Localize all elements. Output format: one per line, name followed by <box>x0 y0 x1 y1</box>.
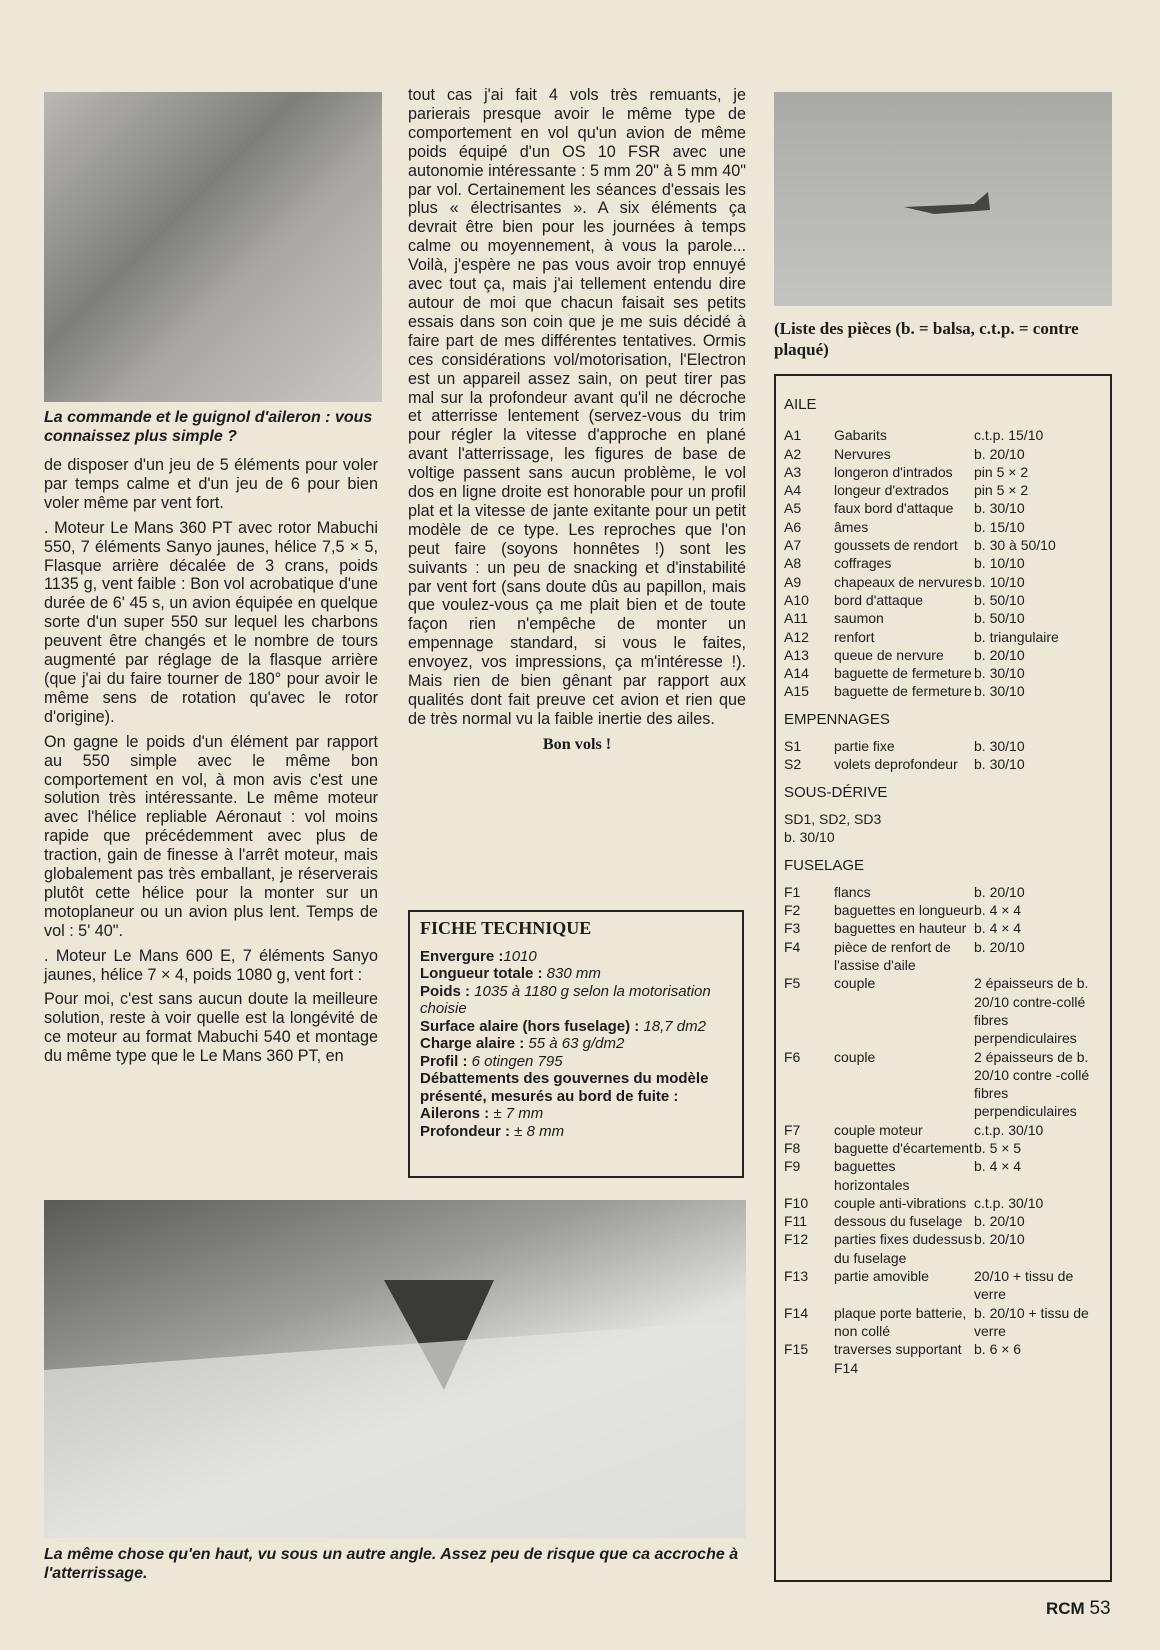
parts-section-heading: AILE <box>784 396 817 413</box>
part-name <box>881 810 1021 828</box>
part-name: couple moteur <box>834 1121 923 1138</box>
fiche-label: Profil : <box>420 1052 468 1070</box>
part-code: b. 30/10 <box>784 829 835 846</box>
part-mat: b. 20/10 <box>974 883 1025 900</box>
photo1-caption: La commande et le guignol d'aileron : vous connaissez plus simple ? <box>44 409 373 445</box>
part-code: F11 <box>784 1213 808 1230</box>
photo3-caption: La même chose qu'en haut, vu sous un autre angle. Assez peu de risque que ca accroche à l'atterrissage. <box>44 1546 739 1582</box>
part-mat: b. 20/10 <box>974 1231 1025 1248</box>
fiche-row <box>420 1035 732 1053</box>
part-mat: c.t.p. 30/10 <box>974 1194 1044 1211</box>
part-code: F9 <box>784 1158 801 1175</box>
parts-row <box>784 518 1102 536</box>
part-name: saumon <box>834 610 884 627</box>
parts-row <box>784 883 1102 901</box>
parts-row <box>784 810 1102 828</box>
part-mat: b. 30/10 <box>974 683 1025 700</box>
part-code: F5 <box>784 975 801 992</box>
parts-row <box>784 554 1102 572</box>
parts-row <box>784 1304 1102 1341</box>
part-code: F4 <box>784 938 801 955</box>
part-code: A8 <box>784 555 802 572</box>
part-name: couple <box>834 975 876 992</box>
part-mat: c.t.p. 30/10 <box>974 1121 1044 1138</box>
magazine-name: RCM <box>1046 1599 1085 1618</box>
fiche-row <box>420 965 732 983</box>
part-name: volets deprofondeur <box>834 756 958 773</box>
fiche-value: ± 7 mm <box>489 1105 544 1122</box>
part-mat: b. 10/10 <box>974 555 1025 572</box>
parts-row <box>784 1230 1102 1267</box>
part-name: baguette d'écartement <box>834 1139 973 1156</box>
part-name: plaque porte batterie, non collé <box>834 1304 967 1339</box>
part-code: F14 <box>784 1304 809 1321</box>
part-name: baguette de fermeture <box>834 683 972 700</box>
fiche-row <box>420 983 732 1018</box>
part-mat: b. 4 × 4 <box>974 902 1022 919</box>
parts-row <box>784 682 1102 700</box>
part-mat: b. 30/10 <box>974 738 1025 755</box>
parts-row <box>784 1194 1102 1212</box>
part-mat: pin 5 × 2 <box>974 482 1029 499</box>
parts-section-heading: SOUS-DÉRIVE <box>784 783 888 801</box>
part-mat: b. 30/10 <box>974 756 1025 773</box>
part-mat: b. 50/10 <box>974 610 1025 627</box>
parts-row <box>784 664 1102 682</box>
fiche-value: 55 à 63 g/dm2 <box>524 1035 625 1052</box>
part-mat: b. 20/10 <box>974 938 1025 955</box>
part-name: couple anti-vibrations <box>834 1194 967 1211</box>
parts-row <box>784 755 1102 773</box>
part-code: A7 <box>784 537 802 554</box>
part-code: SD1, SD2, SD3 <box>784 810 882 827</box>
part-code: F12 <box>784 1231 809 1248</box>
fiche-label: Surface alaire (hors fuselage) : <box>420 1017 640 1035</box>
fiche-row <box>420 1105 732 1123</box>
part-name: flancs <box>834 883 871 900</box>
parts-row <box>784 1212 1102 1230</box>
paragraph: Pour moi, c'est sans aucun doute la meilleure solution, reste à voir quelle est la longévité de ce moteur au format Mabuchi 540 et montage du même type que le Le Mans 360 PT, en <box>44 990 378 1066</box>
parts-list-caption: (Liste des pièces (b. = balsa, c.t.p. = contre plaqué) <box>774 319 1079 359</box>
part-code: F3 <box>784 920 801 937</box>
parts-section-heading: FUSELAGE <box>784 856 865 874</box>
part-mat: b. 20/10 <box>974 1213 1025 1230</box>
part-name: parties fixes dudessus du fuselage <box>834 1231 973 1266</box>
parts-row <box>784 1157 1102 1194</box>
fiche-label: Débattements des gouvernes du modèle présenté, mesurés au bord de fuite : <box>420 1070 709 1105</box>
part-mat: b. 30 à 50/10 <box>974 537 1056 554</box>
part-name: goussets de rendort <box>834 537 958 554</box>
part-code: A11 <box>784 610 808 627</box>
paragraph: . Moteur Le Mans 360 PT avec rotor Mabuchi 550, 7 éléments Sanyo jaunes, hélice 7,5 × 5, Flasque arrière décalée de 3 crans, poids 1135 g, vent faible : Bon vol acrobatique d'une durée de 6' 45 s, un avion équipée en quelque sorte d'un super 550 sur lequel les charbons peuvent être changés et le nombre de tours augmenté par réglage de la flasque arrière (que j'ai du faire tourner de 180° pour avoir le même sens de rotation qu'avec le rotor d'origine). <box>44 518 378 726</box>
parts-row <box>784 445 1102 463</box>
paragraph: de disposer d'un jeu de 5 éléments pour voler par temps calme et d'un jeu de 6 pour bien voler même par vent fort. <box>44 456 378 512</box>
part-name: Gabarits <box>834 427 887 444</box>
part-code: A10 <box>784 591 809 608</box>
part-mat: b. 6 × 6 <box>974 1341 1022 1358</box>
part-code: S2 <box>784 756 802 773</box>
part-code: A4 <box>784 482 802 499</box>
parts-list-box <box>774 374 1112 1582</box>
fiche-value: 830 mm <box>542 965 601 982</box>
sign-off: Bon vols ! <box>542 734 612 753</box>
part-mat: b. 50/10 <box>974 591 1025 608</box>
part-code: A9 <box>784 573 802 590</box>
part-code: A14 <box>784 665 809 682</box>
part-name: dessous du fuselage <box>834 1213 963 1230</box>
part-name <box>835 828 975 846</box>
part-name: couple <box>834 1048 876 1065</box>
aileron-control-photo <box>44 92 382 402</box>
fiche-value: 18,7 dm2 <box>639 1017 706 1035</box>
part-code: A12 <box>784 628 809 645</box>
part-mat: c.t.p. 15/10 <box>974 427 1044 444</box>
parts-row <box>784 1340 1102 1377</box>
part-name: partie amovible <box>834 1268 929 1285</box>
part-mat: b. 20/10 + tissu de verre <box>974 1304 1089 1339</box>
fiche-label: Longueur totale : <box>420 965 543 982</box>
part-name: baguettes horizontales <box>834 1158 910 1193</box>
part-mat: 2 épaisseurs de b. 20/10 contre -collé fibres perpendiculaires <box>974 1048 1090 1120</box>
part-name: faux bord d'attaque <box>834 500 954 517</box>
fiche-technique-box <box>408 910 744 1178</box>
fiche-row <box>420 1123 732 1141</box>
part-code: F1 <box>784 883 801 900</box>
fiche-row <box>420 1018 732 1036</box>
parts-row <box>784 463 1102 481</box>
paragraph: . Moteur Le Mans 600 E, 7 éléments Sanyo jaunes, hélice 7 × 4, poids 1080 g, vent fort : <box>44 946 378 984</box>
fiche-label: Ailerons : <box>420 1105 490 1122</box>
part-mat: b. 4 × 4 <box>974 1158 1022 1175</box>
fiche-value: 1035 à 1180 g selon la motorisation choisie <box>420 982 711 1017</box>
parts-row <box>784 591 1102 609</box>
parts-row <box>784 828 1102 846</box>
parts-row <box>784 1139 1102 1157</box>
article-column-1 <box>44 456 378 1072</box>
part-mat: b. 20/10 <box>974 445 1025 462</box>
part-name: traverses supportant F14 <box>834 1341 962 1376</box>
part-code: F13 <box>784 1268 809 1285</box>
parts-row <box>784 609 1102 627</box>
parts-row <box>784 573 1102 591</box>
part-name: coffrages <box>834 555 892 572</box>
part-name: chapeaux de nervures <box>834 573 973 590</box>
part-code: F8 <box>784 1139 801 1156</box>
part-mat: b. 15/10 <box>974 518 1025 535</box>
part-code: A2 <box>784 445 802 462</box>
parts-row <box>784 646 1102 664</box>
paragraph: On gagne le poids d'un élément par rapport au 550 simple avec le même bon comportement en vol, à mon avis c'est une solution très intéressante. Le même moteur avec l'hélice repliable Aéronaut : vol moins rapide que précédemment avec plus de traction, gain de finesse à l'arrêt moteur, mais globalement pas très emballant, je réserverais plutôt cette hélice pour la monter sur un motoplaneur ou un avion plus lent. Temps de vol : 5' 40". <box>44 732 378 940</box>
fiche-label: Envergure : <box>420 947 504 965</box>
part-name: baguettes en hauteur <box>834 920 967 937</box>
parts-row <box>784 536 1102 554</box>
part-name: longeur d'extrados <box>834 482 949 499</box>
part-code: A1 <box>784 427 802 444</box>
parts-row <box>784 737 1102 755</box>
fiche-value: 6 otingen 795 <box>467 1052 563 1070</box>
part-mat: pin 5 × 2 <box>974 463 1029 480</box>
part-name: âmes <box>834 518 869 535</box>
part-code: F2 <box>784 902 801 919</box>
parts-row <box>784 919 1102 937</box>
parts-row <box>784 901 1102 919</box>
parts-row <box>784 628 1102 646</box>
page-footer <box>1046 1598 1111 1620</box>
aileron-underside-photo <box>44 1200 746 1538</box>
part-name: baguette de fermeture <box>834 665 972 682</box>
part-name: longeron d'intrados <box>834 463 953 480</box>
part-code: F10 <box>784 1194 809 1211</box>
fiche-row <box>420 1053 732 1071</box>
part-mat: b. 4 × 4 <box>974 920 1022 937</box>
part-code: F7 <box>784 1121 801 1138</box>
part-mat: b. 30/10 <box>974 500 1025 517</box>
fiche-title: FICHE TECHNIQUE <box>420 918 592 938</box>
part-code: A6 <box>784 518 802 535</box>
part-code: A13 <box>784 646 809 663</box>
parts-row <box>784 426 1102 444</box>
part-mat: b. 30/10 <box>974 665 1025 682</box>
parts-section-heading: EMPENNAGES <box>784 710 890 728</box>
part-mat: 20/10 + tissu de verre <box>974 1268 1074 1303</box>
part-name: pièce de renfort de l'assise d'aile <box>834 938 951 974</box>
part-mat: b. 10/10 <box>974 573 1025 590</box>
part-mat <box>1021 810 1102 828</box>
article-column-2 <box>408 86 746 760</box>
parts-row <box>784 1267 1102 1304</box>
part-name: baguettes en longueur <box>834 902 974 919</box>
part-mat: 2 épaisseurs de b. 20/10 contre-collé fibres perpendiculaires <box>974 975 1089 1047</box>
fiche-label: Poids : <box>420 982 471 1000</box>
part-code: F6 <box>784 1048 801 1065</box>
parts-row <box>784 1121 1102 1139</box>
parts-row <box>784 938 1102 975</box>
fiche-label: Charge alaire : <box>420 1035 525 1052</box>
parts-row <box>784 499 1102 517</box>
part-name: Nervures <box>834 445 891 462</box>
part-name: partie fixe <box>834 738 895 755</box>
part-code: A15 <box>784 683 809 700</box>
part-mat: b. triangulaire <box>974 628 1059 645</box>
part-code: S1 <box>784 738 802 755</box>
part-code: A5 <box>784 500 802 517</box>
fiche-row <box>420 1070 732 1105</box>
parts-row <box>784 1048 1102 1121</box>
part-mat: b. 5 × 5 <box>974 1139 1022 1156</box>
part-code: F15 <box>784 1341 809 1358</box>
fiche-label: Profondeur : <box>420 1122 510 1140</box>
parts-row <box>784 974 1102 1047</box>
fiche-value: ± 8 mm <box>510 1122 565 1140</box>
fiche-row <box>420 948 732 966</box>
flight-photo <box>774 92 1112 306</box>
part-mat: b. 20/10 <box>974 646 1025 663</box>
part-name: renfort <box>834 628 875 645</box>
part-name: queue de nervure <box>834 646 944 663</box>
part-name: bord d'attaque <box>834 591 924 608</box>
parts-row <box>784 481 1102 499</box>
part-code: A3 <box>784 463 802 480</box>
part-mat <box>975 828 1102 846</box>
fiche-value: 1010 <box>503 947 537 965</box>
page-number: 53 <box>1089 1598 1111 1619</box>
paragraph: tout cas j'ai fait 4 vols très remuants, je parierais presque avoir le même type de comportement en vol qu'un avion de même poids équipé d'un OS 10 FSR avec une autonomie intéressante : 5 mm 20" à 5 mm 40" par vol. Certainement les séances d'essais les plus « électrisantes ». A six éléments ça devrait être bien pour les journées à temps calme ou moyennement, à vous la parole... Voilà, j'espère ne pas vous avoir trop ennuyé avec tout ça, mais j'ai tellement entendu dire autour de moi que chacun faisait ses petits essais dans son coin que je me suis décidé à faire part de mes différentes tentatives. Ormis ces considérations vol/motorisation, l'Electron est un appareil assez sain, on peut tirer pas mal sur la profondeur avant qu'il ne décroche et atterrisse lentement (servez-vous du trim pour régler la vitesse d'approche en plané avant l'atterrissage, les figures de base de voltige passent sans aucun problème, le vol dos en ligne droite est honorable pour un profil plat et la vitesse de jante exitante pour un petit modèle de ce type. Les reproches que l'on peut faire (soyons honnêtes !) sont les suivants : un peu de snacking et d'instabilité par vent fort (sans doute dûs au papillon, mais que voulez-vous ça me plait bien et de toute façon rien n'empêche de monter un empennage standard, si vous le faites, envoyez, vos impressions, ça m'intéresse !). Mais rien de bien gênant par rapport aux qualités dont fait preuve cet avion et rien que de très normal vu la faible inertie des ailes. <box>408 86 746 728</box>
